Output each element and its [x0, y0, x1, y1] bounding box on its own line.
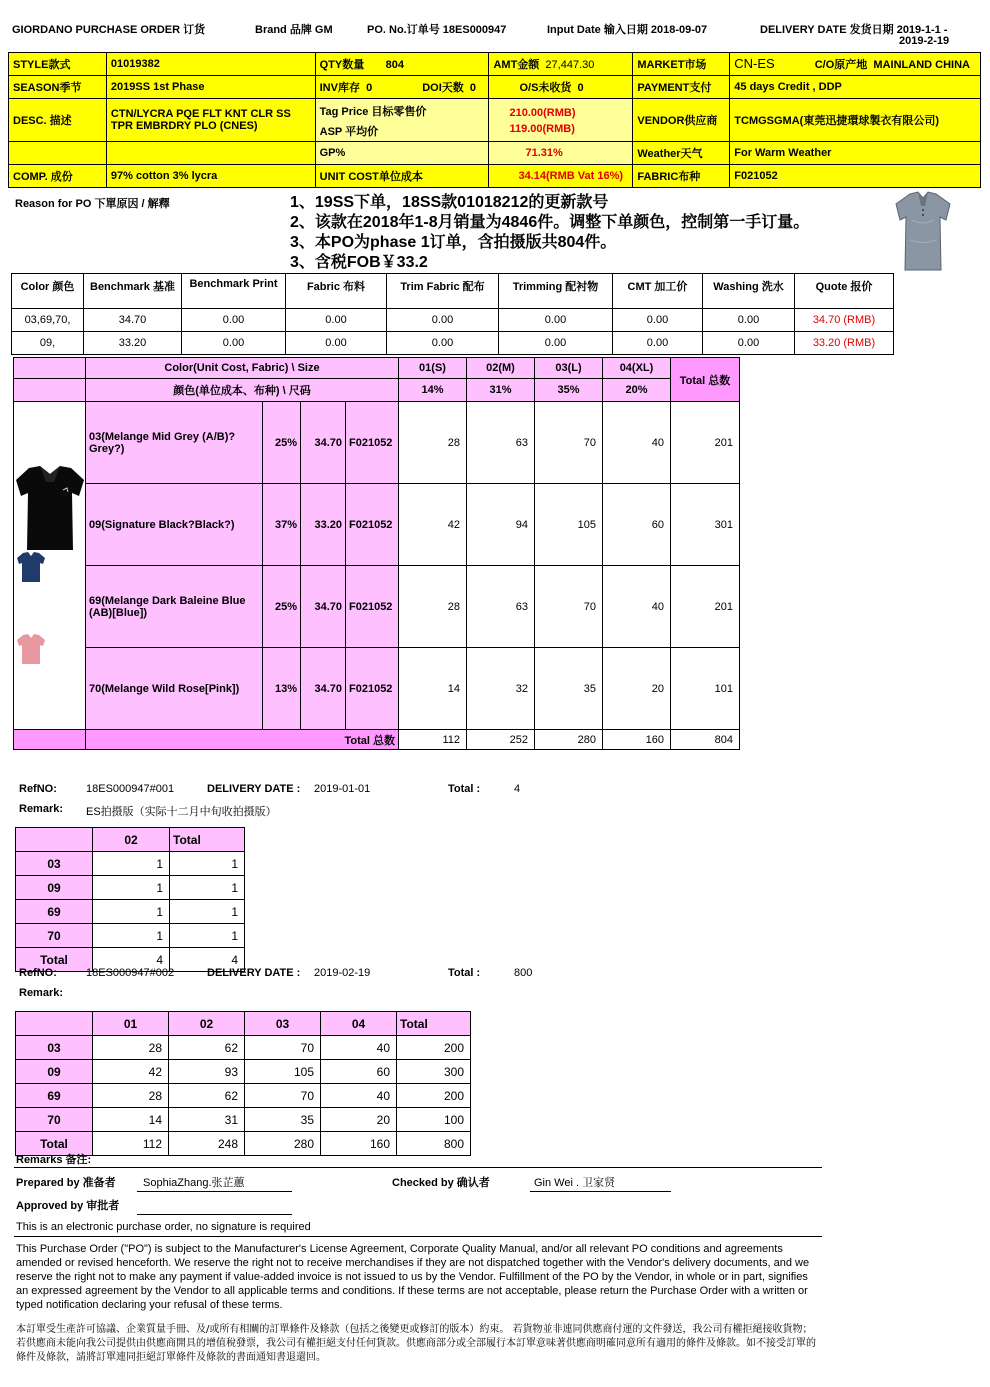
bench-header: Fabric 布料	[286, 274, 387, 309]
size-header-en: Color(Unit Cost, Fabric) \ Size	[86, 358, 399, 379]
bench-header: CMT 加工价	[613, 274, 703, 309]
color-name: 03(Melange Mid Grey (A/B)?Grey?)	[86, 402, 263, 484]
divider	[14, 1236, 822, 1237]
bench-row: 09, 33.20 0.00 0.00 0.00 0.00 0.00 0.00 33.20 (RMB)	[12, 332, 894, 355]
bench-header: Benchmark 基准	[84, 274, 182, 309]
po-info-table	[8, 52, 981, 188]
ref1-refno: 18ES000947#001	[86, 783, 175, 795]
reason-label: Reason for PO 下單原因 / 解釋	[15, 198, 170, 210]
ref1-remark-label: Remark:	[19, 803, 64, 815]
size-breakdown-table	[13, 357, 740, 750]
ref2-delivery-label: DELIVERY DATE :	[207, 967, 301, 979]
comp-label: COMP. 成份	[9, 165, 107, 188]
ref1-total: 4	[514, 783, 521, 795]
size-label: 03(L)	[535, 358, 603, 379]
inv-cell: INV库存 0 DOI天数 0	[315, 76, 489, 99]
ref2-remark-label: Remark:	[19, 987, 64, 999]
total-header: Total 总数	[671, 358, 740, 402]
market-cell: CN-ES C/O原产地 MAINLAND CHINA	[730, 53, 981, 76]
color-swatches	[14, 402, 86, 730]
unit-cost-label: UNIT COST单位成本	[315, 165, 489, 188]
ref1-row: 70 1 1	[16, 924, 245, 948]
black-polo-image	[16, 466, 84, 550]
desc-value: CTN/LYCRA PQE FLT KNT CLR SS TPR EMBRDRY PLO (CNES)	[106, 99, 315, 142]
amt-cell: AMT金额 27,447.30	[489, 53, 633, 76]
size-row: 70(Melange Wild Rose[Pink]) 13% 34.70 F021052 14 32 35 20 101	[14, 648, 740, 730]
signature-line	[137, 1191, 292, 1192]
ref2-refno: 18ES000947#002	[86, 967, 175, 979]
ref2-total: 800	[514, 967, 533, 979]
delivery-date: DELIVERY DATE 发货日期 2019-1-1 -	[760, 24, 948, 36]
prepared-name: SophiaZhang.张芷蕙	[143, 1177, 245, 1189]
color-name: 70(Melange Wild Rose[Pink])	[86, 648, 263, 730]
color-name: 69(Melange Dark Baleine Blue (AB)[Blue])	[86, 566, 263, 648]
size-row: 69(Melange Dark Baleine Blue (AB)[Blue]) 25% 34.70 F021052 28 63 70 40 201	[14, 566, 740, 648]
size-label: 02(M)	[467, 358, 535, 379]
pink-polo-image	[17, 634, 45, 664]
ref1-remark: ES拍摄版（实际十二月中旬收拍摄版）	[86, 806, 277, 818]
amt-value: 27,447.30	[545, 59, 595, 71]
reason-line: 3、本PO为phase 1订单，含拍摄版共804件。	[290, 234, 617, 251]
remarks-label: Remarks 备注:	[16, 1154, 92, 1166]
qty-value: 804	[385, 59, 405, 71]
tag-price: 210.00(RMB)	[509, 106, 576, 119]
comp-value: 97% cotton 3% lycra	[106, 165, 315, 188]
size-header-cn: 颜色(单位成本、布种) \ 尺码	[86, 379, 399, 402]
ref1-row: 03 1 1	[16, 852, 245, 876]
color-name: 09(Signature Black?Black?)	[86, 484, 263, 566]
signature-line	[137, 1214, 292, 1215]
benchmark-table	[11, 273, 894, 355]
terms-cn: 本訂單受生產許可協議、企業質量手冊、及/或所有相關的訂單條件及條款（包括之後變更或修訂的版本）約束。 若貨物並非連同供應商付運的文件發送，我公司有權拒絕接收貨物；若供應商未能向我公司提供由供應商開具的增值稅發票，我公司有權拒絕支付任何貨款。供應商部分或全部履行本訂單意味著供應商明確同意所有適用的條件及條款。如不接受訂單的條件及條款，請將訂單連同拒絕訂單條件及條款的書面通知書退還回。	[16, 1324, 816, 1363]
vendor-label: VENDOR供应商	[633, 99, 730, 142]
os-cell: O/S未收货 0	[489, 76, 633, 99]
asp-price: 119.00(RMB)	[509, 122, 575, 135]
size-pct: 31%	[467, 379, 535, 402]
approved-label: Approved by 审批者	[16, 1200, 120, 1212]
season-label: SEASON季节	[9, 76, 107, 99]
payment-value: 45 days Credit , DDP	[730, 76, 981, 99]
qty-cell: QTY数量 804	[315, 53, 489, 76]
ref1-table: 02 Total 03 1 1 09 1 1 69 1 1 70 1 1 Total 4 4	[15, 827, 245, 972]
tag-asp-values	[489, 99, 633, 142]
ref1-delivery: 2019-01-01	[314, 783, 371, 795]
payment-label: PAYMENT支付	[633, 76, 730, 99]
ref1-row: 69 1 1	[16, 900, 245, 924]
reason-line: 2、该款在2018年1-8月销量为4846件。调整下单颜色，控制第一手订量。	[290, 214, 810, 231]
product-grey-polo-image	[892, 190, 954, 274]
input-date: Input Date 输入日期 2018-09-07	[547, 24, 708, 36]
bench-header: Trimming 配衬物	[499, 274, 613, 309]
size-label: 04(XL)	[603, 358, 671, 379]
ref2-total-label: Total :	[448, 967, 481, 979]
fabric-label: FABRIC布种	[633, 165, 730, 188]
style-label: STYLE款式	[9, 53, 107, 76]
vendor-value: TCMGSGMA(東莞迅捷環球製衣有限公司)	[730, 99, 981, 142]
prepared-label: Prepared by 准备者	[16, 1177, 116, 1189]
ref1-total-row: Total 4 4	[16, 948, 245, 972]
size-label: 01(S)	[399, 358, 467, 379]
size-pct: 20%	[603, 379, 671, 402]
bench-row: 03,69,70, 34.70 0.00 0.00 0.00 0.00 0.00 0.00 34.70 (RMB)	[12, 309, 894, 332]
electronic-note: This is an electronic purchase order, no signature is required	[16, 1221, 311, 1233]
style-value: 01019382	[106, 53, 315, 76]
tag-asp-labels: Tag Price 目标零售价 ASP 平均价	[315, 99, 489, 142]
po-title: GIORDANO PURCHASE ORDER 订货	[12, 24, 206, 36]
ref1-delivery-label: DELIVERY DATE :	[207, 783, 301, 795]
ref2-delivery: 2019-02-19	[314, 967, 371, 979]
ref2-row: 09 42 93 105 60 300	[16, 1060, 471, 1084]
navy-polo-image	[17, 552, 45, 582]
signature-line	[530, 1191, 671, 1192]
ref2-row: 03 28 62 70 40 200	[16, 1036, 471, 1060]
ref1-refno-label: RefNO:	[19, 783, 57, 795]
bench-header: Trim Fabric 配布	[387, 274, 499, 309]
delivery-date-end: 2019-2-19	[899, 35, 950, 47]
weather-label: Weather天气	[633, 142, 730, 165]
ref2-row: 69 28 62 70 40 200	[16, 1084, 471, 1108]
checked-label: Checked by 确认者	[392, 1177, 490, 1189]
brand: Brand 品牌 GM	[255, 24, 333, 36]
ref1-row: 09 1 1	[16, 876, 245, 900]
gp-value: 71.31%	[489, 142, 633, 165]
ref2-total-row: Total 112 248 280 160 800	[16, 1132, 471, 1156]
size-grand-total-row: Total 总数 112 252 280 160 804	[14, 730, 740, 750]
gp-label: GP%	[315, 142, 489, 165]
ref2-table: 01 02 03 04 Total 03 28 62 70 40 200 09 42 93 105 60 300 69 28 62 70 40 200 70 14 31 35 20 100 Total 112 248 280 160 800	[15, 1011, 471, 1156]
reason-line: 1、19SS下单，18SS款01018212的更新款号	[290, 194, 609, 211]
unit-cost-value: 34.14(RMB Vat 16%)	[489, 165, 633, 188]
checked-name: Gin Wei . 卫家贤	[534, 1177, 616, 1189]
fabric-value: F021052	[730, 165, 981, 188]
ref2-refno-label: RefNO:	[19, 967, 57, 979]
product-color-images	[15, 466, 84, 666]
terms-en: This Purchase Order ("PO") is subject to the Manufacturer's License Agreement, Corporate Quality Manual, and/or all relevant PO conditions and agreements amended or revised henceforth. We reserve the right not to receive merchandises if they are not dispatched together with the Vendor's delivery documents, and we reserve the right not to make any payment if value-added invoice is not issued to us by the Vendor. Fulfillment of the PO by the Vendor, in whole or in part, signifies an expressed agreement by the Vendor to all applicable terms and conditions. If these terms are not acceptable, please return the Purchase Order with a written or typed notification declaring your refusal of these terms.	[16, 1243, 810, 1311]
size-pct: 14%	[399, 379, 467, 402]
season-value: 2019SS 1st Phase	[106, 76, 315, 99]
size-row: 03(Melange Mid Grey (A/B)?Grey?) 25% 34.70 F021052 28 63 70 40 201	[14, 402, 740, 484]
size-pct: 35%	[535, 379, 603, 402]
market-label: MARKET市场	[633, 53, 730, 76]
size-row: 09(Signature Black?Black?) 37% 33.20 F021052 42 94 105 60 301	[14, 484, 740, 566]
bench-header: Benchmark Print	[182, 274, 286, 309]
ref1-total-label: Total :	[448, 783, 481, 795]
po-number: PO. No.订单号 18ES000947	[367, 24, 507, 36]
bench-header: Quote 报价	[795, 274, 894, 309]
weather-value: For Warm Weather	[730, 142, 981, 165]
bench-header: Color 颜色	[12, 274, 84, 309]
divider	[14, 1167, 822, 1168]
ref2-row: 70 14 31 35 20 100	[16, 1108, 471, 1132]
reason-line: 3、含税FOB￥33.2	[290, 254, 428, 271]
reason-lines	[290, 193, 809, 273]
desc-label: DESC. 描述	[9, 99, 107, 142]
bench-header: Washing 洗水	[703, 274, 795, 309]
